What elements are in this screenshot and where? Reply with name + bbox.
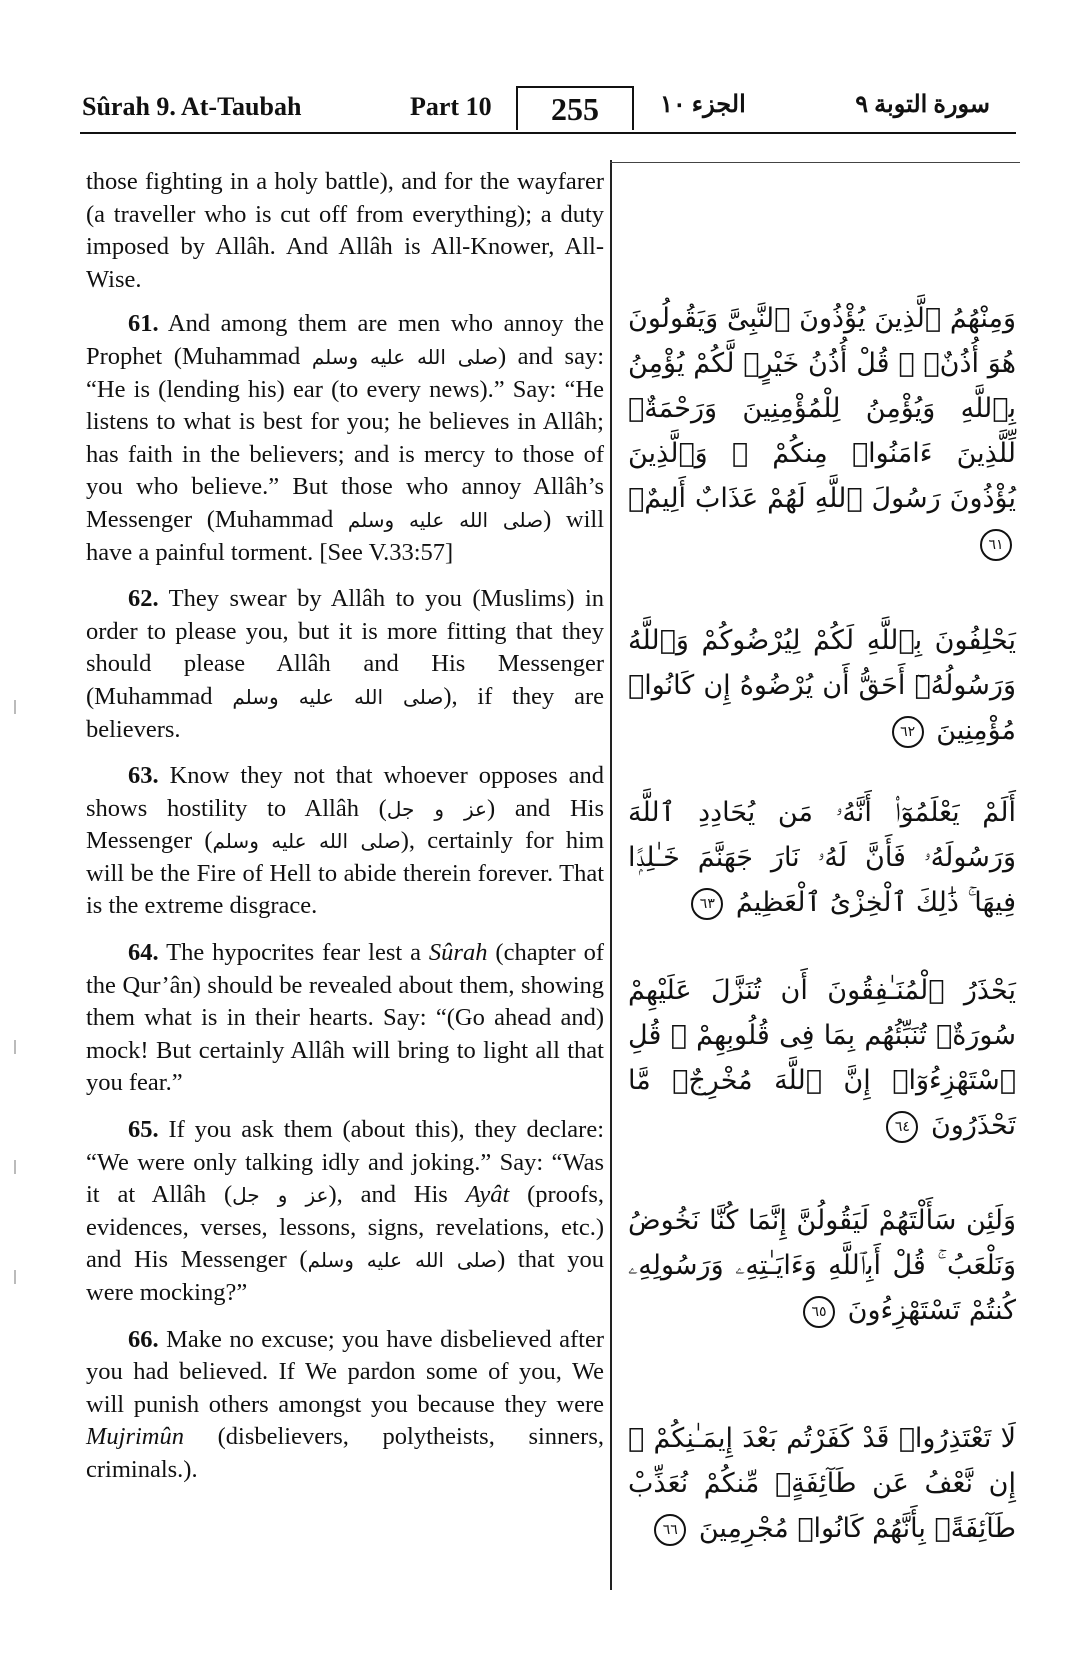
verse-63-translation: [86, 760, 604, 923]
scan-margin-mark: [14, 1040, 16, 1054]
scan-margin-mark: [14, 1270, 16, 1284]
verse-text: Know they not that whoever opposes and shows hostility to Allâh (: [86, 762, 605, 822]
ayah-end-marker: ٦٢: [892, 716, 924, 748]
arabic-verse-text: أَلَمْ يَعْلَمُوٓا۟ أَنَّهُۥ مَن يُحَادِدِ ٱللَّهَ وَرَسُولَهُۥ فَأَنَّ لَهُۥ نَارَ جَهَنَّمَ خَـٰلِدًۭا فِيهَا ۚ ذَٰلِكَ ٱلْخِزْىُ ٱلْعَظِيمُ: [628, 797, 1016, 918]
verse-text: If you ask them (about this), they declare: “We were only talking idly and joking.” Say: “Was it at Allâh (: [86, 1116, 605, 1209]
verse-text: The hypocrites fear lest a: [166, 939, 421, 967]
verse-text: ), certainly for him will be the Fire of Hell to abide therein forever. That is the extreme disgrace.: [86, 827, 605, 920]
verse-64-arabic: [628, 968, 1016, 1148]
verse-text: ) and say: “He is (lending his) ear (to every news).” Say: “He listens to what is best for you; he believes in Allâh; has faith in the believers; and is mercy to those of you who believe.” But those who annoy Allâh’s Messenger (Muhammad: [86, 342, 605, 533]
italic-term: Ayât: [465, 1181, 510, 1209]
arabic-verse-text: لَا تَعْتَذِرُوا۟ قَدْ كَفَرْتُم بَعْدَ إِيمَـٰنِكُمْ ۚ إِن نَّعْفُ عَن طَآئِفَةٍۢ مِّنكُمْ نُعَذِّبْ طَآئِفَةًۢ بِأَنَّهُمْ كَانُوا۟ مُجْرِمِينَ: [628, 1423, 1016, 1544]
arabic-verse-text: وَلَئِن سَأَلْتَهُمْ لَيَقُولُنَّ إِنَّمَا كُنَّا نَخُوضُ وَنَلْعَبُ ۚ قُلْ أَبِٱللَّهِ وَءَايَـٰتِهِۦ وَرَسُولِهِۦ كُنتُمْ تَسْتَهْزِءُونَ: [628, 1205, 1016, 1326]
verse-66-translation: [86, 1324, 604, 1487]
verse-number: 63.: [128, 762, 159, 790]
column-divider: [610, 160, 612, 1590]
ayah-end-marker: ٦٥: [803, 1296, 835, 1328]
honorific-arabic: صلى الله عليه وسلم: [311, 344, 498, 369]
italic-term: Sûrah: [428, 939, 488, 967]
verse-text: ) will have a painful torment. [See V.33:57]: [86, 505, 605, 566]
honorific-arabic: صلى الله عليه وسلم: [347, 507, 544, 532]
azza-wa-jal-arabic: عز و جل: [232, 1183, 329, 1208]
verse-text: ) that you were mocking?”: [86, 1246, 605, 1306]
verse-text: ), if they are believers.: [86, 682, 604, 743]
verse-number: 65.: [128, 1116, 159, 1144]
ayah-end-marker: ٦٦: [654, 1514, 686, 1546]
verse-64-translation: [86, 937, 604, 1100]
verse-61-arabic: [628, 296, 1016, 566]
ayah-end-marker: ٦٣: [691, 888, 723, 920]
verse-65-arabic: [628, 1198, 1016, 1333]
honorific-arabic: صلى الله عليه وسلم: [212, 829, 401, 854]
arabic-verse-text: وَمِنْهُمُ ٱلَّذِينَ يُؤْذُونَ ٱلنَّبِىَّ وَيَقُولُونَ هُوَ أُذُنٌۭ ۚ قُلْ أُذُنُ خَيْرٍۢ لَّكُمْ يُؤْمِنُ بِٱللَّهِ وَيُؤْمِنُ لِلْمُؤْمِنِينَ وَرَحْمَةٌۭ لِّلَّذِينَ ءَامَنُوا۟ مِنكُمْ ۚ وَٱلَّذِينَ يُؤْذُونَ رَسُولَ ٱللَّهِ لَهُمْ عَذَابٌ أَلِيمٌۭ: [628, 303, 1016, 514]
verse-61-translation: [86, 308, 604, 569]
arabic-verse-text: يَحْلِفُونَ بِٱللَّهِ لَكُمْ لِيُرْضُوكُمْ وَٱللَّهُ وَرَسُولُهُۥٓ أَحَقُّ أَن يُرْضُوهُ إِن كَانُوا۟ مُؤْمِنِينَ: [628, 625, 1016, 746]
verse-text: Make no excuse; you have disbelieved after you had believed. If We pardon some of you, We will punish others amongst you because they were: [86, 1325, 604, 1418]
ayah-end-marker: ٦١: [980, 529, 1012, 561]
azza-wa-jal-arabic: عز و جل: [386, 796, 487, 821]
verse-text: ), and His: [328, 1181, 448, 1209]
verse-number: 66.: [128, 1325, 159, 1353]
verse-66-arabic: [628, 1416, 1016, 1551]
verse-text: They swear by Allâh to you (Muslims) in order to please you, but it is more fitting that they should please Allâh and His Messenger (Muhammad: [86, 585, 605, 710]
scan-margin-mark: [14, 700, 16, 714]
header-rule: [80, 132, 1016, 134]
verse-62-translation: [86, 583, 604, 746]
header-part-label: Part 10: [410, 92, 492, 121]
verse-text: (disbelievers, polytheists, sinners, criminals.).: [86, 1423, 604, 1483]
verse-65-translation: [86, 1114, 604, 1310]
header-surah-arabic: سورة التوبة ٩: [855, 92, 990, 118]
arabic-column-top-rule: [610, 162, 1020, 163]
ayah-end-marker: ٦٤: [886, 1111, 918, 1143]
honorific-arabic: صلى الله عليه وسلم: [307, 1248, 498, 1273]
verse-text: (chapter of the Qur’ân) should be revealed about them, showing them what is in their hearts. Say: “(Go ahead and) mock! But certainly Allâh will bring to light all that you fear.”: [86, 939, 604, 1097]
header-surah-title: Sûrah 9. At-Taubah: [82, 92, 302, 121]
honorific-arabic: صلى الله عليه وسلم: [232, 684, 444, 709]
page-header: [0, 0, 1086, 140]
verse-62-arabic: [628, 618, 1016, 753]
verse-text: (proofs, evidences, verses, lessons, signs, revelations, etc.) and His Messenger (: [86, 1181, 604, 1274]
scan-margin-mark: [14, 1160, 16, 1174]
page-number: 255: [516, 86, 634, 130]
verse-63-arabic: [628, 790, 1016, 925]
verse-number: 61.: [128, 310, 159, 338]
arabic-verse-text: يَحْذَرُ ٱلْمُنَـٰفِقُونَ أَن تُنَزَّلَ عَلَيْهِمْ سُورَةٌۭ تُنَبِّئُهُم بِمَا فِى قُلُوبِهِمْ ۚ قُلِ ٱسْتَهْزِءُوٓا۟ إِنَّ ٱللَّهَ مُخْرِجٌۭ مَّا تَحْذَرُونَ: [628, 975, 1016, 1141]
header-part-arabic: الجزء ١٠: [660, 92, 746, 118]
italic-term: Mujrimûn: [86, 1423, 184, 1451]
continuation-paragraph: those fighting in a holy battle), and for the wayfarer (a traveller who is cut off from everything); a duty imposed by Allâh. And Allâh is All-Knower, All-Wise.: [86, 168, 604, 293]
verse-text: And among them are men who annoy the Prophet (Muhammad: [86, 310, 604, 370]
verse-number: 62.: [128, 585, 159, 613]
verse-text: ) and His Messenger (: [86, 794, 604, 855]
verse-number: 64.: [128, 939, 159, 967]
english-translation-column: [86, 166, 604, 1501]
